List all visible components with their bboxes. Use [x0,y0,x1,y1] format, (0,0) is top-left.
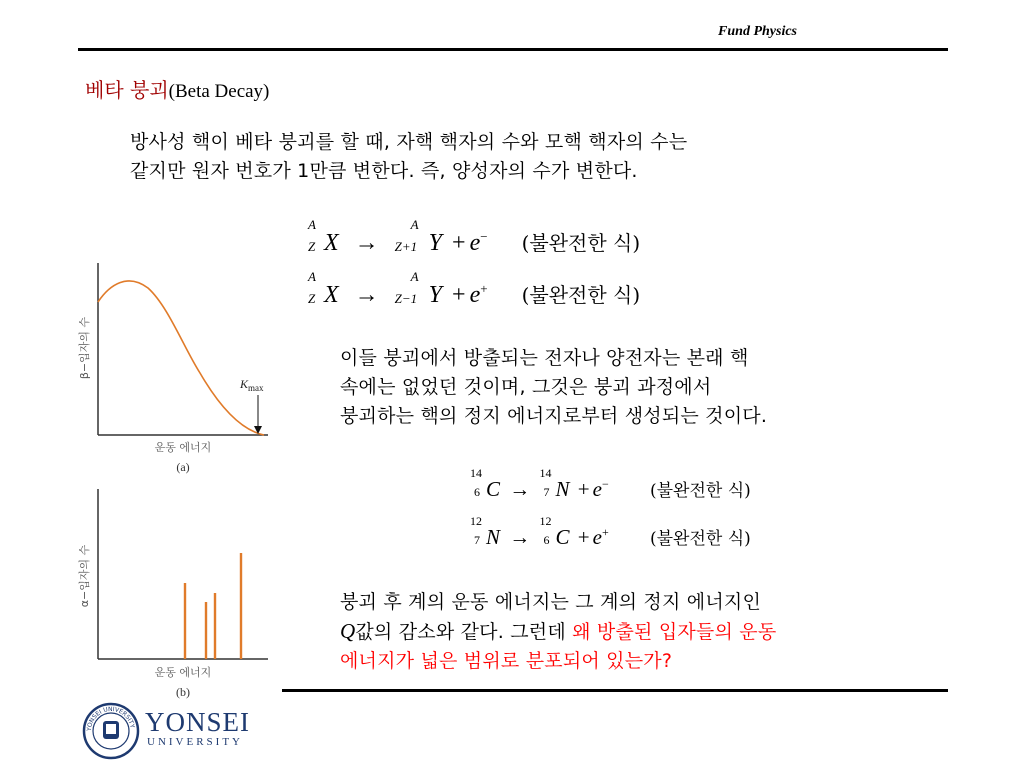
kmax-label-k: K [240,377,249,391]
emitted-particle: e [592,477,602,501]
particle-charge: + [601,525,609,539]
parent-mass-number: A [308,217,316,232]
middle-line-2: 속에는 없었던 것이며, 그것은 붕괴 과정에서 [340,376,712,398]
incomplete-note: (불완전한 식) [521,283,641,307]
parent-atomic-number: 7 [474,533,480,547]
kmax-label [239,377,264,393]
figure-a-ylabel: β−입자의 수 [78,316,91,380]
emitted-particle: e [469,282,481,308]
beta-plus-equation [308,269,641,309]
title-english: (Beta Decay) [168,81,270,102]
beta-minus-equation [308,217,641,257]
q-symbol: Q [340,619,356,643]
university-logo [80,700,260,760]
daughter-symbol: C [555,525,570,549]
top-divider [78,48,948,51]
emitted-particle: e [592,525,602,549]
conclusion-question-part-2: 에너지가 넓은 범위로 분포되어 있는가? [340,650,673,672]
kmax-label-sub: max [248,383,264,393]
parent-mass-number: 12 [470,514,482,528]
daughter-mass-number: A [410,269,419,284]
daughter-symbol: Y [428,230,443,256]
emitted-particle: e [469,230,481,256]
plus-sign: + [577,477,590,501]
daughter-atomic-number: Z−1 [394,291,418,306]
particle-charge: − [480,229,488,244]
daughter-mass-number: 14 [539,466,552,480]
incomplete-note: (불완전한 식) [521,231,641,255]
figure-b-xlabel: 운동 에너지 [154,666,212,679]
daughter-atomic-number: Z+1 [394,239,418,254]
beta-spectrum-figure [60,258,280,480]
middle-line-3: 붕괴하는 핵의 정지 에너지로부터 생성되는 것이다. [340,405,768,427]
parent-symbol: X [324,230,339,256]
incomplete-note: (불완전한 식) [649,529,751,549]
figure-a-xlabel: 운동 에너지 [154,441,212,454]
bottom-divider [282,689,948,692]
parent-atomic-number: Z [308,239,316,254]
intro-paragraph [130,128,687,186]
parent-symbol: X [324,282,339,308]
arrow-symbol: → [354,230,379,256]
parent-mass-number: 14 [470,466,482,480]
particle-charge: + [480,281,488,296]
daughter-symbol: Y [428,282,443,308]
university-seal-icon [82,702,140,760]
seal-shield-inner [106,724,116,734]
middle-paragraph [340,344,767,431]
daughter-atomic-number: 7 [543,485,550,499]
figure-b-caption: (b) [176,685,190,699]
logo-subtitle: UNIVERSITY [147,736,243,748]
particle-charge: − [601,477,609,491]
beta-spectrum-curve [98,281,264,435]
daughter-mass-number: A [410,217,419,232]
daughter-atomic-number: 6 [543,533,550,547]
parent-atomic-number: Z [308,291,316,306]
plus-sign: + [452,282,466,308]
figure-b-ylabel: α−입자의 수 [78,544,91,608]
carbon14-decay-equation [470,466,751,502]
daughter-mass-number: 12 [539,514,552,528]
parent-symbol: C [486,477,501,501]
intro-line-1: 방사성 핵이 베타 붕괴를 할 때, 자핵 핵자의 수와 모핵 핵자의 수는 [130,131,688,153]
logo-name: YONSEI [145,707,250,737]
plus-sign: + [577,525,590,549]
alpha-spectrum-figure [60,484,280,706]
conclusion-line-2 [340,617,776,647]
course-title: Fund Physics [718,24,797,39]
parent-mass-number: A [308,269,316,284]
conclusion-paragraph [340,588,776,676]
conclusion-line-2-text: 값의 감소와 같다. 그런데 [355,621,573,643]
nitrogen12-decay-equation [470,514,751,550]
arrow-symbol: → [354,282,379,308]
figure-a-caption: (a) [176,460,190,474]
parent-atomic-number: 6 [474,485,480,499]
arrow-symbol: → [509,525,531,549]
slide-title [85,74,269,103]
parent-symbol: N [486,525,501,549]
intro-line-2: 같지만 원자 번호가 1만큼 변한다. 즉, 양성자의 수가 변한다. [130,160,638,182]
seal-arc-textpath: YONSEI UNIVERSITY [85,705,136,732]
conclusion-line-1: 붕괴 후 계의 운동 에너지는 그 계의 정지 에너지인 [340,591,761,613]
plus-sign: + [452,230,466,256]
middle-line-1: 이들 붕괴에서 방출되는 전자나 양전자는 본래 핵 [340,347,749,369]
daughter-symbol: N [555,477,570,501]
arrow-symbol: → [509,477,531,501]
incomplete-note: (불완전한 식) [649,481,751,501]
title-korean: 베타 붕괴 [85,78,169,102]
conclusion-question-part-1: 왜 방출된 입자들의 운동 [572,621,777,643]
